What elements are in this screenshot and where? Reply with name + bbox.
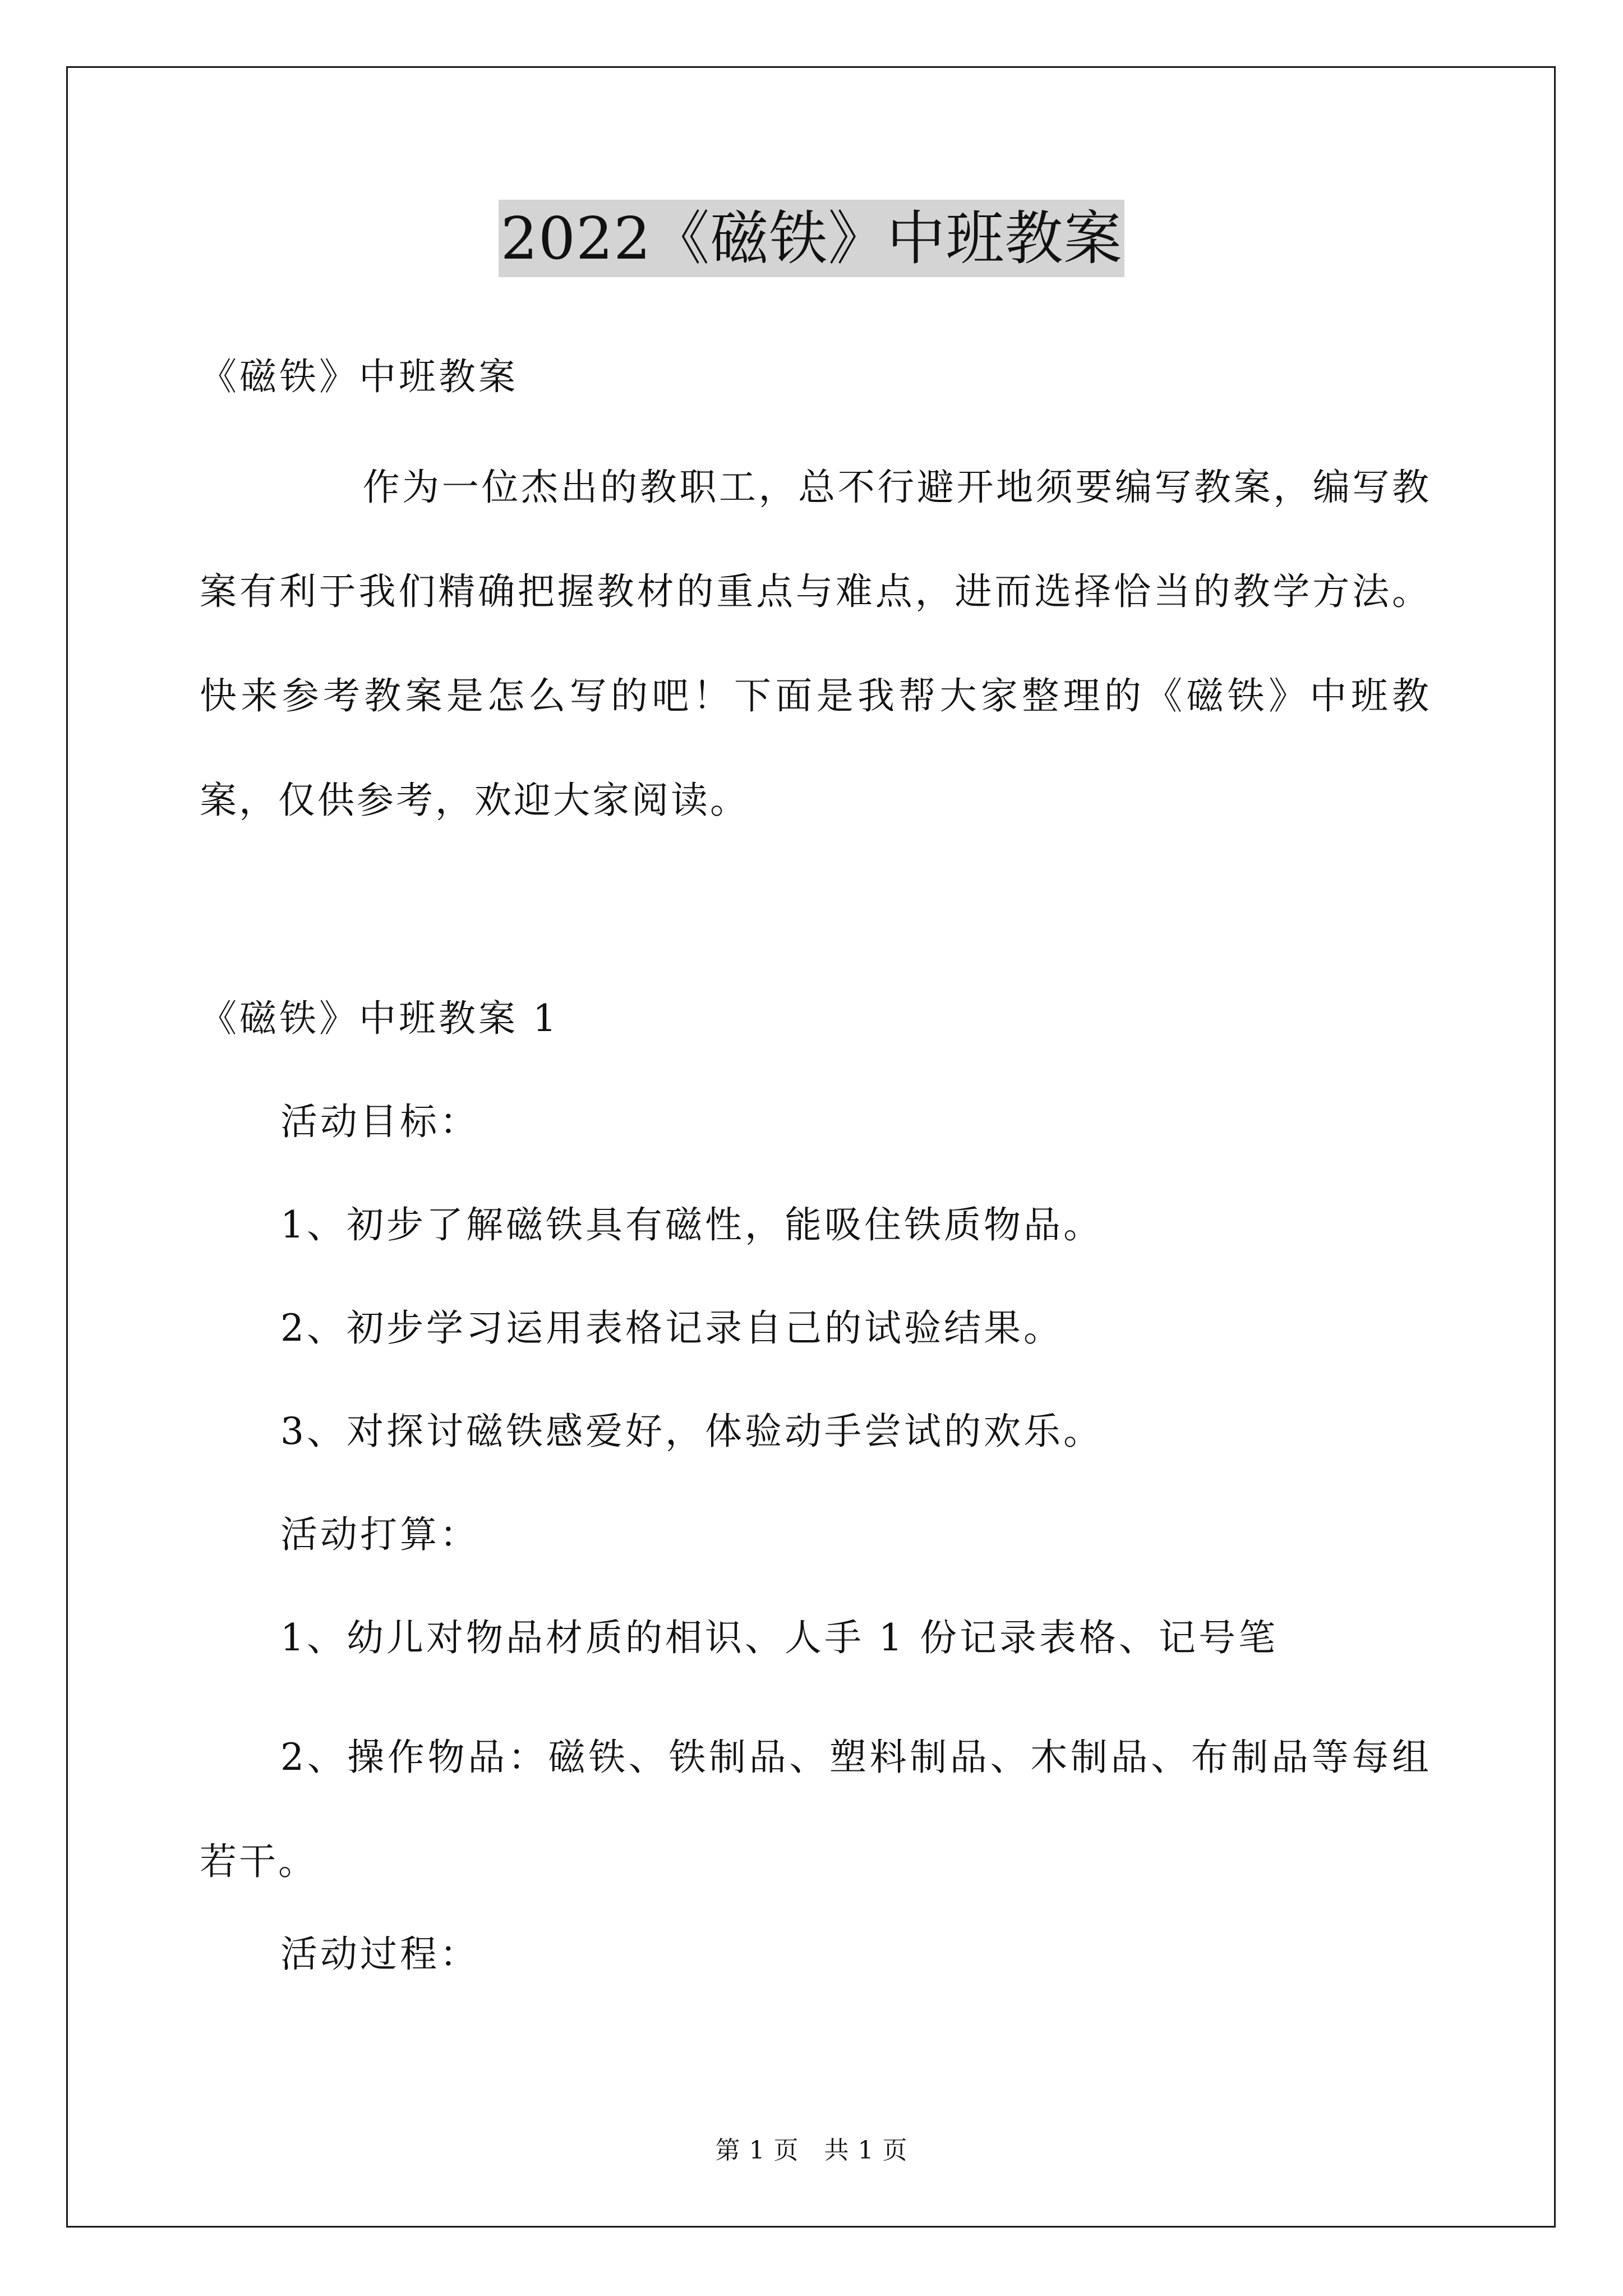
goal-item-2: 2、初步学习运用表格记录自己的试验结果。 [280, 1306, 1063, 1350]
goals-heading: 活动目标： [280, 1100, 479, 1143]
prep-item-2-text: 2、操作物品：磁铁、铁制品、塑料制品、木制品、布制品等每组若干。 [200, 1736, 1431, 1883]
process-heading: 活动过程： [280, 1932, 479, 1976]
document-title: 2022《磁铁》中班教案 [499, 200, 1125, 277]
title-container [0, 200, 1623, 277]
intro-text: 作为一位杰出的教职工，总不行避开地须要编写教案，编写教案有利于我们精确把握教材的重点与难点，进而选择恰当的教学方法。快来参考教案是怎么写的吧！下面是我帮大家整理的《磁铁》中班教案，仅供参考，欢迎大家阅读。 [200, 466, 1431, 822]
prep-item-1: 1、幼儿对物品材质的相识、人手 1 份记录表格、记号笔 [280, 1616, 1278, 1659]
intro-paragraph [200, 435, 1431, 853]
prep-heading: 活动打算： [280, 1513, 479, 1556]
page-footer: 第 1 页 共 1 页 [715, 2136, 908, 2165]
subtitle: 《磁铁》中班教案 [200, 355, 518, 398]
goal-item-3: 3、对探讨磁铁感爱好，体验动手尝试的欢乐。 [280, 1410, 1103, 1453]
goal-item-1: 1、初步了解磁铁具有磁性，能吸住铁质物品。 [280, 1203, 1103, 1246]
prep-item-2 [200, 1705, 1431, 1914]
section-heading: 《磁铁》中班教案 1 [200, 997, 559, 1040]
